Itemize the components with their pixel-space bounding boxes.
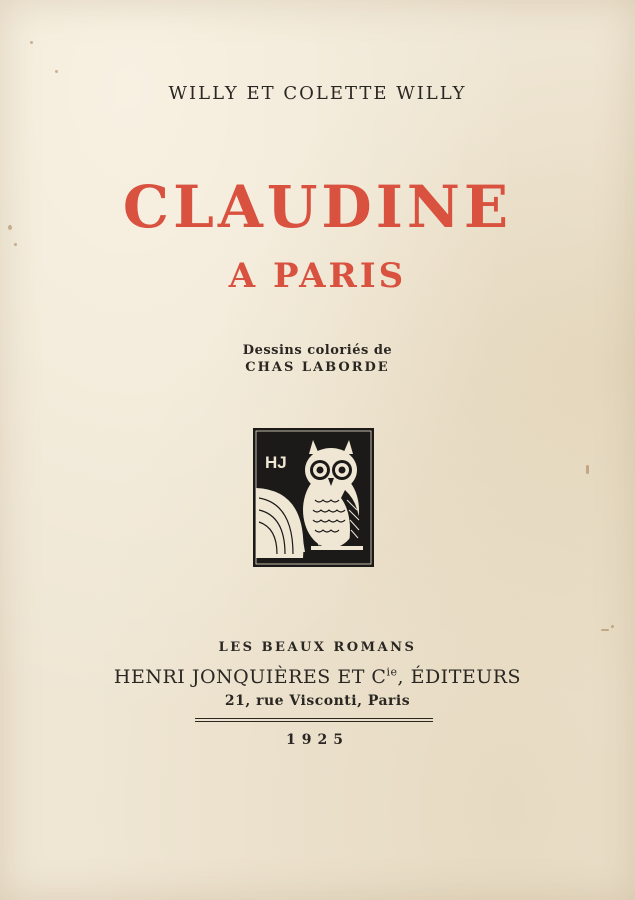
publisher-monogram: HJ	[265, 453, 287, 472]
publisher-address: 21, rue Visconti, Paris	[224, 693, 411, 709]
foxing-spot	[601, 629, 609, 631]
divider-rule	[195, 721, 433, 722]
publisher-name	[0, 666, 635, 688]
publisher-name-superscript: ie	[386, 665, 398, 679]
foxing-spot	[30, 41, 33, 44]
divider-rule	[195, 718, 433, 719]
foxing-spot	[14, 243, 17, 246]
book-title: CLAUDINE	[122, 173, 513, 241]
publisher-name-part: , ÉDITEURS	[397, 666, 522, 688]
publication-year: 1925	[286, 732, 349, 748]
book-subtitle: A PARIS	[228, 256, 407, 296]
foxing-spot	[55, 70, 58, 73]
authors: WILLY ET COLETTE WILLY	[168, 83, 467, 104]
series-name: LES BEAUX ROMANS	[218, 640, 417, 655]
publisher-owl-mark	[253, 428, 374, 567]
illustration-credit: Dessins coloriés de	[242, 343, 393, 358]
illustrator-name: CHAS LABORDE	[245, 360, 390, 375]
publisher-name-part: HENRI JONQUIÈRES ET C	[113, 666, 387, 688]
foxing-spot	[611, 625, 614, 628]
foxing-spot	[586, 465, 589, 474]
